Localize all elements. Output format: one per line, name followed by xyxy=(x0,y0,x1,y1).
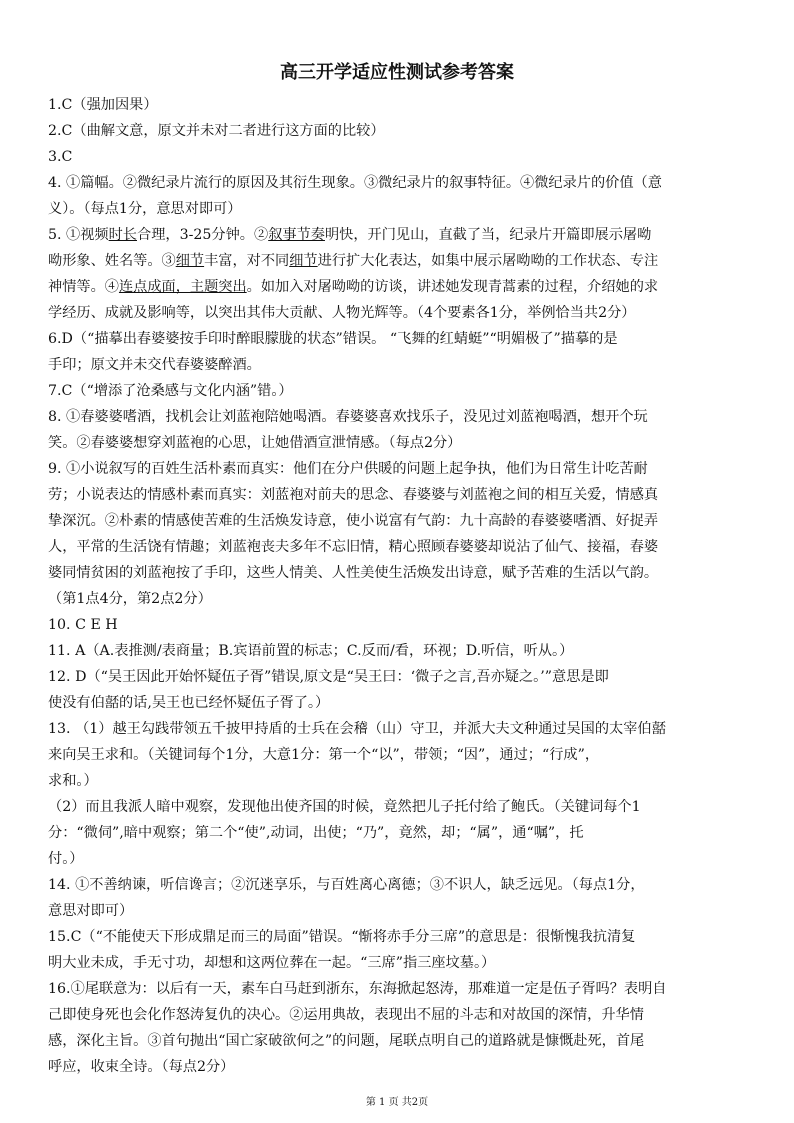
answer-line: 婆同情贫困的刘蓝袍按了手印，这些人情美、人性美使生活焕发出诗意，赋予苦难的生活以气韵。 xyxy=(48,565,659,581)
answer-line: 付。） xyxy=(48,851,84,867)
answer-line: 5. ①视频时长合理，3-25分钟。②叙事节奏明快，开门见山，直截了当，纪录片开篇即展示屠呦 xyxy=(48,227,652,243)
answer-line: 来向吴王求和。（关键词每个1分，大意1分：第一个“以”，带领；“因”，通过；“行成”， xyxy=(48,747,600,763)
answer-line: 意思对即可） xyxy=(48,903,134,919)
answer-line: 7.C（“增添了沧桑感与文化内涵”错。） xyxy=(48,383,293,399)
answer-line: 15.C（“不能使天下形成鼎足而三的局面”错误。“惭将赤手分三席”的意思是：很惭愧我抗清复 xyxy=(48,929,636,945)
answer-line: 义）。（每点1分，意思对即可） xyxy=(48,201,242,217)
underlined-phrase: 时长 xyxy=(108,227,137,243)
answer-line: 使没有伯嚭的话,吴王也已经怀疑伍子胥了。） xyxy=(48,695,330,711)
answer-line: 求和。） xyxy=(48,773,98,789)
underlined-phrase: 连点成面，主题突出 xyxy=(118,279,247,295)
page-title: 高三开学适应性测试参考答案 xyxy=(280,62,514,83)
answer-content xyxy=(48,92,752,1080)
answer-line: 4. ①篇幅。②微纪录片流行的原因及其衍生现象。③微纪录片的叙事特征。④微纪录片的价值（意 xyxy=(48,175,662,191)
answer-line: 13. （1）越王勾践带领五千披甲持盾的士兵在会稽（山）守卫，并派大夫文种通过吴国的太宰伯嚭 xyxy=(48,721,666,737)
answer-line: 手印；原文并未交代春婆婆醉酒。 xyxy=(48,357,261,373)
answer-line: 劳；小说表达的情感朴素而真实：刘蓝袍对前夫的思念、春婆婆与刘蓝袍之间的相互关爱，情感真 xyxy=(48,487,659,503)
underlined-phrase: 细节 xyxy=(289,253,318,269)
answer-line: 明大业未成，手无寸功，却想和这两位葬在一起。“三席”指三座坟墓。） xyxy=(48,955,496,971)
answer-line: 1.C（强加因果） xyxy=(48,97,158,113)
answer-line: 3.C xyxy=(48,149,73,165)
answer-line: 己即使身死也会化作怒涛复仇的决心。②运用典故，表现出不屈的斗志和对故国的深情，升华情 xyxy=(48,1007,644,1023)
answer-line: 2.C（曲解文意，原文并未对二者进行这方面的比较） xyxy=(48,123,385,139)
underlined-phrase: 叙事节奏 xyxy=(268,227,325,243)
page-footer: 第 1 页 共2页 xyxy=(365,1097,429,1108)
answer-line: 分：“微伺”,暗中观察；第二个“使”,动词，出使；“乃”，竟然，却；“属”，通“嘱”，托 xyxy=(48,825,584,841)
answer-line: 11. A（A.表推测/表商量；B.宾语前置的标志；C.反而/看，环视；D.听信，听从。） xyxy=(48,643,574,659)
answer-line: （第1点4分，第2点2分） xyxy=(48,591,212,607)
underlined-phrase: 细节 xyxy=(175,253,205,269)
answer-line: 笑。②春婆婆想穿刘蓝袍的心思，让她借酒宣泄情感。（每点2分） xyxy=(48,435,462,451)
answer-line: 感，深化主旨。③首句抛出“国亡家破欲何之”的问题，尾联点明自己的道路就是慷慨赴死，首尾 xyxy=(48,1033,645,1049)
answer-line: 14. ①不善纳谏，听信谗言；②沉迷享乐，与百姓离心离德；③不识人，缺乏远见。（每点1分， xyxy=(48,877,645,893)
answer-line: 呦形象、姓名等。③细节丰富，对不同细节进行扩大化表达，如集中展示屠呦呦的工作状态、专注 xyxy=(48,253,659,269)
answer-line: 学经历、成就及影响等，以突出其伟大贡献、人物光辉等。（4个要素各1分，举例恰当共2分） xyxy=(48,305,636,321)
answer-line: 8. ①春婆婆嗜酒，找机会让刘蓝袍陪她喝酒。春婆婆喜欢找乐子，没见过刘蓝袍喝酒，想开个玩 xyxy=(48,409,648,425)
answer-line: 呼应，收束全诗。（每点2分） xyxy=(48,1059,235,1075)
answer-line: 10. C E H xyxy=(48,617,118,633)
answer-line: 6.D（“描摹出春婆婆按手印时醉眼朦胧的状态”错误。 “飞舞的红蜻蜓”“明媚极了”描摹的是 xyxy=(48,331,618,347)
answer-line: （2）而且我派人暗中观察，发现他出使齐国的时候，竟然把儿子托付给了鲍氏。（关键词每个1 xyxy=(48,799,641,815)
answer-line: 挚深沉。②朴素的情感使苦难的生活焕发诗意，使小说富有气韵：九十高龄的春婆婆嗜酒、好捉弄 xyxy=(48,513,659,529)
answer-line: 神情等。④连点成面，主题突出。如加入对屠呦呦的访谈，讲述她发现青蒿素的过程，介绍她的求 xyxy=(48,279,659,295)
answer-line: 人，平常的生活饶有情趣；刘蓝袍丧夫多年不忘旧情，精心照顾春婆婆却说沾了仙气、接福，春婆 xyxy=(48,539,659,555)
answer-line: 16.①尾联意为：以后有一天，素车白马赶到浙东，东海掀起怒涛，那难道一定是伍子胥吗？表明自 xyxy=(48,981,667,997)
answer-line: 9. ①小说叙写的百姓生活朴素而真实：他们在分户供暖的问题上起争执，他们为日常生计吃苦耐 xyxy=(48,461,648,477)
answer-line: 12. D（“吴王因此开始怀疑伍子胥”错误,原文是“吴王曰：‘微子之言,吾亦疑之。’”意思是即 xyxy=(48,669,609,685)
